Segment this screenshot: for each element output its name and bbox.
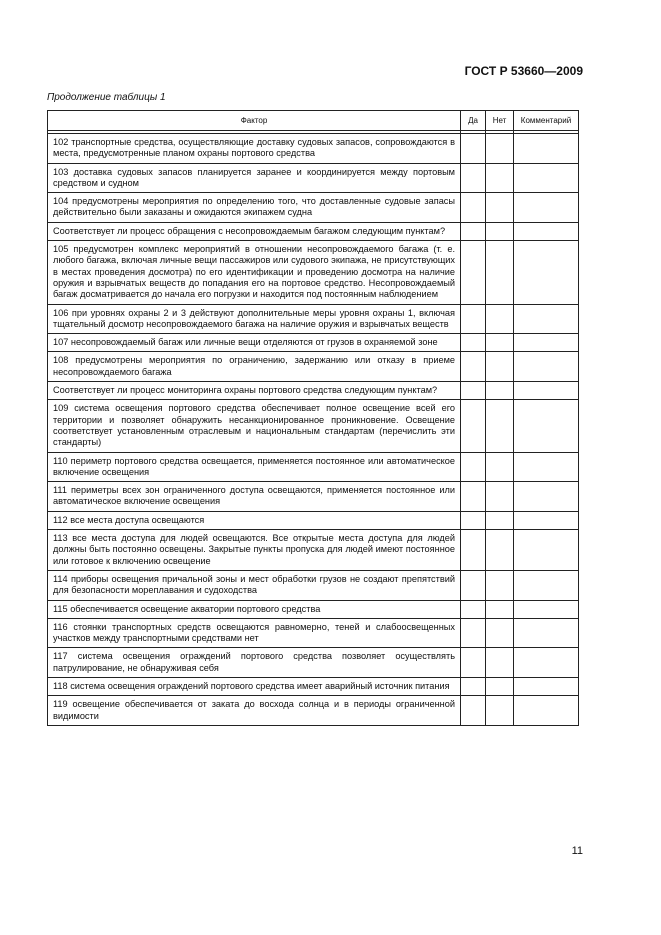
yes-cell[interactable]: [461, 193, 486, 223]
table-row: [48, 648, 579, 678]
factor-cell: 102 транспортные средства, осуществляющие доставку судовых запасов, сопровождаются в места, предусмотренные планом охраны портового средства: [48, 134, 461, 164]
yes-cell[interactable]: [461, 352, 486, 382]
comment-cell[interactable]: [514, 334, 579, 352]
comment-cell[interactable]: [514, 304, 579, 334]
no-cell[interactable]: [486, 193, 514, 223]
comment-cell[interactable]: [514, 163, 579, 193]
factor-cell: 108 предусмотрены мероприятия по ограничению, задержанию или отказу в приеме несопровождаемого багажа: [48, 352, 461, 382]
comment-cell[interactable]: [514, 382, 579, 400]
no-cell[interactable]: [486, 134, 514, 164]
page-number: 11: [571, 845, 583, 857]
yes-cell[interactable]: [461, 134, 486, 164]
comment-cell[interactable]: [514, 570, 579, 600]
no-cell[interactable]: [486, 677, 514, 695]
table-row: [48, 570, 579, 600]
factor-cell: 107 несопровождаемый багаж или личные вещи отделяются от грузов в охраняемой зоне: [48, 334, 461, 352]
yes-cell[interactable]: [461, 696, 486, 726]
table-header-row: [48, 111, 579, 131]
comment-cell[interactable]: [514, 241, 579, 304]
yes-cell[interactable]: [461, 530, 486, 571]
column-header-no: Нет: [486, 111, 514, 131]
yes-cell[interactable]: [461, 400, 486, 452]
factor-cell: 104 предусмотрены мероприятия по определению того, что доставленные судовые запасы действительно были заказаны и ожидаются экипажем судна: [48, 193, 461, 223]
comment-cell[interactable]: [514, 134, 579, 164]
table-row: [48, 400, 579, 452]
no-cell[interactable]: [486, 382, 514, 400]
column-header-comment: Комментарий: [514, 111, 579, 131]
no-cell[interactable]: [486, 618, 514, 648]
factor-cell: 115 обеспечивается освещение акватории портового средства: [48, 600, 461, 618]
table-row: [48, 193, 579, 223]
no-cell[interactable]: [486, 648, 514, 678]
factor-cell: 111 периметры всех зон ограниченного доступа освещаются, применяется постоянное или автоматическое включение освещения: [48, 482, 461, 512]
table-row: [48, 334, 579, 352]
yes-cell[interactable]: [461, 163, 486, 193]
no-cell[interactable]: [486, 241, 514, 304]
yes-cell[interactable]: [461, 334, 486, 352]
table-row: [48, 352, 579, 382]
yes-cell[interactable]: [461, 600, 486, 618]
yes-cell[interactable]: [461, 570, 486, 600]
factor-cell: 106 при уровнях охраны 2 и 3 действуют дополнительные меры уровня охраны 1, включая тщательный досмотр несопровождаемого багажа на наличие оружия и взрывчатых веществ: [48, 304, 461, 334]
yes-cell[interactable]: [461, 241, 486, 304]
no-cell[interactable]: [486, 163, 514, 193]
no-cell[interactable]: [486, 222, 514, 240]
no-cell[interactable]: [486, 452, 514, 482]
table-row: [48, 696, 579, 726]
no-cell[interactable]: [486, 334, 514, 352]
comment-cell[interactable]: [514, 677, 579, 695]
no-cell[interactable]: [486, 570, 514, 600]
column-header-factor: Фактор: [48, 111, 461, 131]
factor-cell: 114 приборы освещения причальной зоны и мест обработки грузов не создают препятствий для безопасности мореплавания и судоходства: [48, 570, 461, 600]
comment-cell[interactable]: [514, 530, 579, 571]
yes-cell[interactable]: [461, 648, 486, 678]
yes-cell[interactable]: [461, 452, 486, 482]
column-header-yes: Да: [461, 111, 486, 131]
table-continuation-caption: Продолжение таблицы 1: [47, 92, 166, 103]
table-row: [48, 530, 579, 571]
table-row: [48, 163, 579, 193]
table-row: [48, 452, 579, 482]
no-cell[interactable]: [486, 530, 514, 571]
comment-cell[interactable]: [514, 696, 579, 726]
comment-cell[interactable]: [514, 648, 579, 678]
table-row: [48, 511, 579, 529]
no-cell[interactable]: [486, 600, 514, 618]
no-cell[interactable]: [486, 696, 514, 726]
table-body: [48, 134, 579, 726]
comment-cell[interactable]: [514, 400, 579, 452]
yes-cell[interactable]: [461, 482, 486, 512]
factor-cell: Соответствует ли процесс обращения с несопровождаемым багажом следующим пунктам?: [48, 222, 461, 240]
no-cell[interactable]: [486, 511, 514, 529]
comment-cell[interactable]: [514, 600, 579, 618]
yes-cell[interactable]: [461, 677, 486, 695]
table-row: [48, 600, 579, 618]
yes-cell[interactable]: [461, 618, 486, 648]
table-row: [48, 222, 579, 240]
factor-cell: 116 стоянки транспортных средств освещаются равномерно, теней и слабоосвещенных участков между транспортными средствами нет: [48, 618, 461, 648]
table-row: [48, 618, 579, 648]
factor-cell: 105 предусмотрен комплекс мероприятий в отношении несопровождаемого багажа (т. е. любого багажа, включая личные вещи пассажиров или судового экипажа, не присутствующих в местах проведения досмотра) по его идентификации и проведению досмотра на наличие оружия и взрывчатых веществ до попадания его на портовое средство. Несопровождаемый багаж досматривается до начала его погрузки и находится под постоянным наблюдением: [48, 241, 461, 304]
yes-cell[interactable]: [461, 222, 486, 240]
table-row: [48, 241, 579, 304]
no-cell[interactable]: [486, 352, 514, 382]
factor-cell: 119 освещение обеспечивается от заката до восхода солнца и в периоды ограниченной видимости: [48, 696, 461, 726]
no-cell[interactable]: [486, 304, 514, 334]
factor-cell: 109 система освещения портового средства обеспечивает полное освещение всей его территории и позволяет обнаружить несанкционированное проникновение. Освещение соответствует установленным отраслевым и национальным стандартам (перечислить эти стандарты): [48, 400, 461, 452]
factor-cell: 113 все места доступа для людей освещаются. Все открытые места доступа для людей должны быть постоянно освещены. Закрытые пункты пропуска для людей имеют постоянное или готовое к включению освещение: [48, 530, 461, 571]
factor-cell: 103 доставка судовых запасов планируется заранее и координируется между портовым средством и судном: [48, 163, 461, 193]
factor-cell: 112 все места доступа освещаются: [48, 511, 461, 529]
factor-cell: Соответствует ли процесс мониторинга охраны портового средства следующим пунктам?: [48, 382, 461, 400]
checklist-table: [47, 110, 579, 726]
table-row: [48, 677, 579, 695]
table-row: [48, 482, 579, 512]
comment-cell[interactable]: [514, 618, 579, 648]
comment-cell[interactable]: [514, 352, 579, 382]
no-cell[interactable]: [486, 482, 514, 512]
factor-cell: 118 система освещения ограждений портового средства имеет аварийный источник питания: [48, 677, 461, 695]
comment-cell[interactable]: [514, 193, 579, 223]
table-row: [48, 382, 579, 400]
yes-cell[interactable]: [461, 511, 486, 529]
table-row: [48, 134, 579, 164]
comment-cell[interactable]: [514, 482, 579, 512]
table-row: [48, 304, 579, 334]
comment-cell[interactable]: [514, 511, 579, 529]
yes-cell[interactable]: [461, 382, 486, 400]
standard-number: ГОСТ Р 53660—2009: [464, 64, 583, 78]
factor-cell: 110 периметр портового средства освещается, применяется постоянное или автоматическое включение освещения: [48, 452, 461, 482]
comment-cell[interactable]: [514, 452, 579, 482]
no-cell[interactable]: [486, 400, 514, 452]
comment-cell[interactable]: [514, 222, 579, 240]
factor-cell: 117 система освещения ограждений портового средства позволяет осуществлять патрулирование, не обнаруживая себя: [48, 648, 461, 678]
yes-cell[interactable]: [461, 304, 486, 334]
